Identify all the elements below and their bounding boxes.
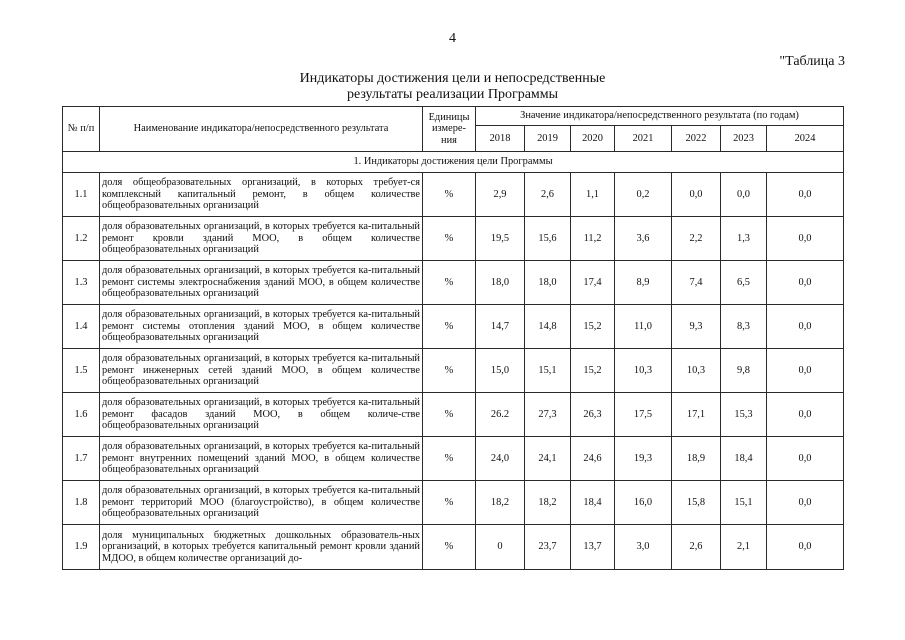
unit-cell: %	[423, 525, 476, 570]
value-cell: 18,9	[672, 437, 721, 481]
value-cell: 17,5	[615, 393, 672, 437]
table-row	[63, 173, 844, 217]
value-cell: 19,5	[476, 217, 525, 261]
table-row	[63, 437, 844, 481]
value-cell: 0,2	[615, 173, 672, 217]
value-cell: 24,6	[571, 437, 615, 481]
table-body	[63, 152, 844, 570]
unit-cell: %	[423, 393, 476, 437]
value-cell: 13,7	[571, 525, 615, 570]
row-number: 1.2	[63, 217, 100, 261]
table-label: "Таблица 3	[779, 54, 845, 69]
value-cell: 18,0	[525, 261, 571, 305]
value-cell: 17,4	[571, 261, 615, 305]
value-cell: 0,0	[767, 437, 844, 481]
section-title: 1. Индикаторы достижения цели Программы	[63, 152, 844, 173]
document-title-line-2: результаты реализации Программы	[346, 87, 559, 102]
value-cell: 2,1	[721, 525, 767, 570]
value-cell: 11,0	[615, 305, 672, 349]
header-year: 2018	[476, 126, 525, 152]
indicator-name: доля образовательных организаций, в которых требуется ка-питальный ремонт системы отопления зданий МОО, в общем количестве общеобразовательных организаций	[100, 305, 423, 349]
row-number: 1.3	[63, 261, 100, 305]
indicator-name: доля муниципальных бюджетных дошкольных образователь-ных организаций, в которых требуется капитальный ремонт кровли зданий МДОО, в общем количестве организаций до-	[100, 525, 423, 570]
unit-cell: %	[423, 261, 476, 305]
value-cell: 15,0	[476, 349, 525, 393]
value-cell: 15,8	[672, 481, 721, 525]
value-cell: 0,0	[767, 481, 844, 525]
value-cell: 15,2	[571, 305, 615, 349]
indicator-name: доля образовательных организаций, в которых требуется ка-питальный ремонт инженерных сетей зданий МОО, в общем количестве общеобразовательных организаций	[100, 349, 423, 393]
header-num: № п/п	[63, 107, 100, 152]
value-cell: 0,0	[767, 261, 844, 305]
table-header	[63, 107, 844, 152]
row-number: 1.5	[63, 349, 100, 393]
row-number: 1.9	[63, 525, 100, 570]
value-cell: 14,8	[525, 305, 571, 349]
header-year: 2019	[525, 126, 571, 152]
table-row	[63, 305, 844, 349]
header-year: 2020	[571, 126, 615, 152]
value-cell: 11,2	[571, 217, 615, 261]
value-cell: 14,7	[476, 305, 525, 349]
value-cell: 18,0	[476, 261, 525, 305]
value-cell: 10,3	[615, 349, 672, 393]
value-cell: 2,6	[672, 525, 721, 570]
value-cell: 15,2	[571, 349, 615, 393]
value-cell: 0,0	[767, 305, 844, 349]
value-cell: 0	[476, 525, 525, 570]
value-cell: 0,0	[767, 217, 844, 261]
unit-cell: %	[423, 305, 476, 349]
value-cell: 6,5	[721, 261, 767, 305]
value-cell: 2,6	[525, 173, 571, 217]
indicators-table	[62, 106, 844, 570]
value-cell: 27,3	[525, 393, 571, 437]
value-cell: 1,3	[721, 217, 767, 261]
header-values-group: Значение индикатора/непосредственного результата (по годам)	[476, 107, 844, 126]
row-number: 1.6	[63, 393, 100, 437]
indicator-name: доля образовательных организаций, в которых требуется ка-питальный ремонт кровли зданий МОО, в общем количестве общеобразовательных организаций	[100, 217, 423, 261]
value-cell: 0,0	[767, 173, 844, 217]
value-cell: 1,1	[571, 173, 615, 217]
value-cell: 10,3	[672, 349, 721, 393]
row-number: 1.7	[63, 437, 100, 481]
value-cell: 15,1	[721, 481, 767, 525]
unit-cell: %	[423, 217, 476, 261]
value-cell: 8,3	[721, 305, 767, 349]
value-cell: 0,0	[767, 349, 844, 393]
header-year: 2024	[767, 126, 844, 152]
row-number: 1.1	[63, 173, 100, 217]
table-row	[63, 481, 844, 525]
value-cell: 15,6	[525, 217, 571, 261]
value-cell: 18,4	[571, 481, 615, 525]
header-year: 2023	[721, 126, 767, 152]
value-cell: 17,1	[672, 393, 721, 437]
value-cell: 0,0	[672, 173, 721, 217]
value-cell: 18,2	[476, 481, 525, 525]
value-cell: 0,0	[767, 525, 844, 570]
value-cell: 23,7	[525, 525, 571, 570]
value-cell: 9,8	[721, 349, 767, 393]
header-year: 2022	[672, 126, 721, 152]
indicator-name: доля образовательных организаций, в которых требуется ка-питальный ремонт фасадов зданий МОО, в общем количе-стве общеобразовательных организаций	[100, 393, 423, 437]
unit-cell: %	[423, 173, 476, 217]
indicator-name: доля образовательных организаций, в которых требуется ка-питальный ремонт территорий МОО (благоустройство), в общем количестве общеобразовательных организаций	[100, 481, 423, 525]
value-cell: 0,0	[721, 173, 767, 217]
value-cell: 3,0	[615, 525, 672, 570]
section-row	[63, 152, 844, 173]
table-row	[63, 393, 844, 437]
value-cell: 24,1	[525, 437, 571, 481]
unit-cell: %	[423, 481, 476, 525]
value-cell: 26,3	[571, 393, 615, 437]
value-cell: 2,2	[672, 217, 721, 261]
table-row	[63, 349, 844, 393]
unit-cell: %	[423, 349, 476, 393]
page-number: 4	[449, 31, 456, 46]
document-title-line-1: Индикаторы достижения цели и непосредственные	[299, 71, 606, 86]
row-number: 1.8	[63, 481, 100, 525]
indicator-name: доля образовательных организаций, в которых требуется ка-питальный ремонт системы электроснабжения зданий МОО, в общем количестве общеобразовательных организаций	[100, 261, 423, 305]
table-row	[63, 525, 844, 570]
value-cell: 0,0	[767, 393, 844, 437]
row-number: 1.4	[63, 305, 100, 349]
value-cell: 9,3	[672, 305, 721, 349]
indicator-name: доля образовательных организаций, в которых требуется ка-питальный ремонт внутренних помещений зданий МОО, в общем количестве общеобразовательных организаций	[100, 437, 423, 481]
document-title	[0, 71, 905, 103]
value-cell: 7,4	[672, 261, 721, 305]
value-cell: 2,9	[476, 173, 525, 217]
value-cell: 18,2	[525, 481, 571, 525]
table-row	[63, 261, 844, 305]
value-cell: 3,6	[615, 217, 672, 261]
value-cell: 26.2	[476, 393, 525, 437]
indicator-name: доля общеобразовательных организаций, в которых требует-ся комплексный капитальный ремонт, в общем количестве общеобразовательных организаций	[100, 173, 423, 217]
table-row	[63, 217, 844, 261]
value-cell: 15,3	[721, 393, 767, 437]
header-unit: Единицы измере-ния	[423, 107, 476, 152]
value-cell: 15,1	[525, 349, 571, 393]
value-cell: 16,0	[615, 481, 672, 525]
value-cell: 24,0	[476, 437, 525, 481]
unit-cell: %	[423, 437, 476, 481]
value-cell: 19,3	[615, 437, 672, 481]
header-indicator-name: Наименование индикатора/непосредственного результата	[100, 107, 423, 152]
value-cell: 18,4	[721, 437, 767, 481]
value-cell: 8,9	[615, 261, 672, 305]
header-year: 2021	[615, 126, 672, 152]
